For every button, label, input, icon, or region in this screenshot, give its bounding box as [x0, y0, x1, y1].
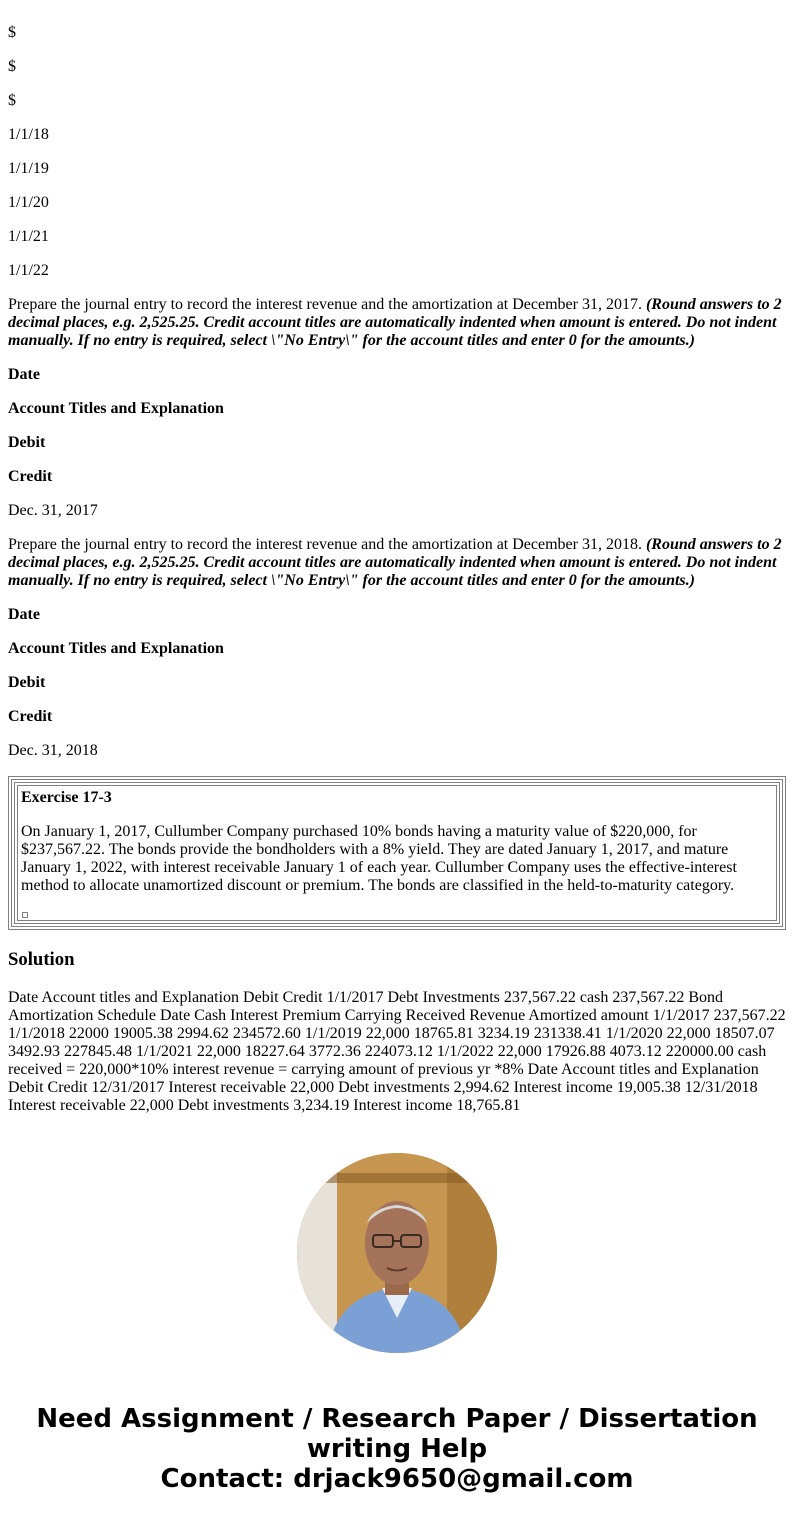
date-line: 1/1/18 — [8, 126, 49, 143]
prompt-text: Prepare the journal entry to record the interest revenue and the amortization at December 31, 2018. — [8, 536, 642, 553]
solution-body: Date Account titles and Explanation Debit Credit 1/1/2017 Debt Investments 237,567.22 cash 237,567.22 Bond Amortization Schedule Date Cash Interest Premium Carrying Received Revenue Amortized amount 1/1/2017 237,567.22 1/1/2018 22000 19005.38 2994.62 234572.60 1/1/2019 22,000 18765.81 3234.19 231338.41 1/1/2020 22,000 18507.07 3492.93 227845.48 1/1/2021 22,000 18227.64 3772.36 224073.12 1/1/2022 22,000 17926.88 4073.12 220000.00 cash received = 220,000*10% interest revenue = carrying amount of previous yr *8% Date Account titles and Explanation Debit Credit 12/31/2017 Interest receivable 22,000 Debt investments 2,994.62 Interest income 19,005.38 12/31/2018 Interest receivable 22,000 Debt investments 3,234.19 Interest income 18,765.81 — [8, 989, 786, 1114]
column-header-date: Date — [8, 366, 40, 383]
column-header-date: Date — [8, 606, 40, 623]
column-header-account: Account Titles and Explanation — [8, 400, 224, 417]
entry-prompt-2017 — [8, 296, 786, 350]
promo-contact: Contact: drjack9650@gmail.com — [160, 1464, 634, 1494]
date-line: 1/1/21 — [8, 228, 49, 245]
entry-prompt-2018 — [8, 536, 786, 590]
date-line: 1/1/19 — [8, 160, 49, 177]
dollar-line: $ — [8, 92, 16, 109]
column-header-account: Account Titles and Explanation — [8, 640, 224, 657]
dollar-line: $ — [8, 24, 16, 41]
column-header-debit: Debit — [8, 674, 46, 691]
entry-date: Dec. 31, 2017 — [8, 502, 98, 519]
exercise-body: On January 1, 2017, Cullumber Company purchased 10% bonds having a maturity value of $220,000, for $237,567.22. The bonds provide the bondholders with a 8% yield. They are dated January 1, 2017, and mature January 1, 2022, with interest receivable January 1 of each year. Cullumber Company uses the effective-interest method to allocate unamortized discount or premium. The bonds are classified in the held-to-maturity category. — [21, 823, 737, 894]
prompt-text: Prepare the journal entry to record the interest revenue and the amortization at December 31, 2017. — [8, 296, 642, 313]
column-header-debit: Debit — [8, 434, 46, 451]
promo-banner — [0, 1404, 794, 1494]
solution-heading: Solution — [8, 949, 75, 970]
author-avatar — [297, 1153, 497, 1353]
column-header-credit: Credit — [8, 468, 53, 485]
column-header-credit: Credit — [8, 708, 53, 725]
broken-image-icon — [22, 912, 28, 918]
promo-line: Need Assignment / Research Paper / Dissertation — [36, 1404, 758, 1434]
exercise-box — [8, 776, 786, 930]
instruction-text: (Round answers to 2 decimal places, e.g. 2,525.25. Credit account titles are automatically indented when amount is entered. Do not indent manually. If no entry is required, select \"No Entry\" for the account titles and enter 0 for the amounts.) — [8, 296, 782, 349]
dollar-line — [8, 0, 786, 2]
person-photo-icon — [297, 1153, 497, 1353]
instruction-text: (Round answers to 2 decimal places, e.g. 2,525.25. Credit account titles are automatically indented when amount is entered. Do not indent manually. If no entry is required, select \"No Entry\" for the account titles and enter 0 for the amounts.) — [8, 536, 782, 589]
exercise-title: Exercise 17-3 — [21, 789, 112, 806]
date-line: 1/1/22 — [8, 262, 49, 279]
dollar-line: $ — [8, 58, 16, 75]
date-line: 1/1/20 — [8, 194, 49, 211]
promo-line: writing Help — [306, 1434, 488, 1464]
entry-date: Dec. 31, 2018 — [8, 742, 98, 759]
